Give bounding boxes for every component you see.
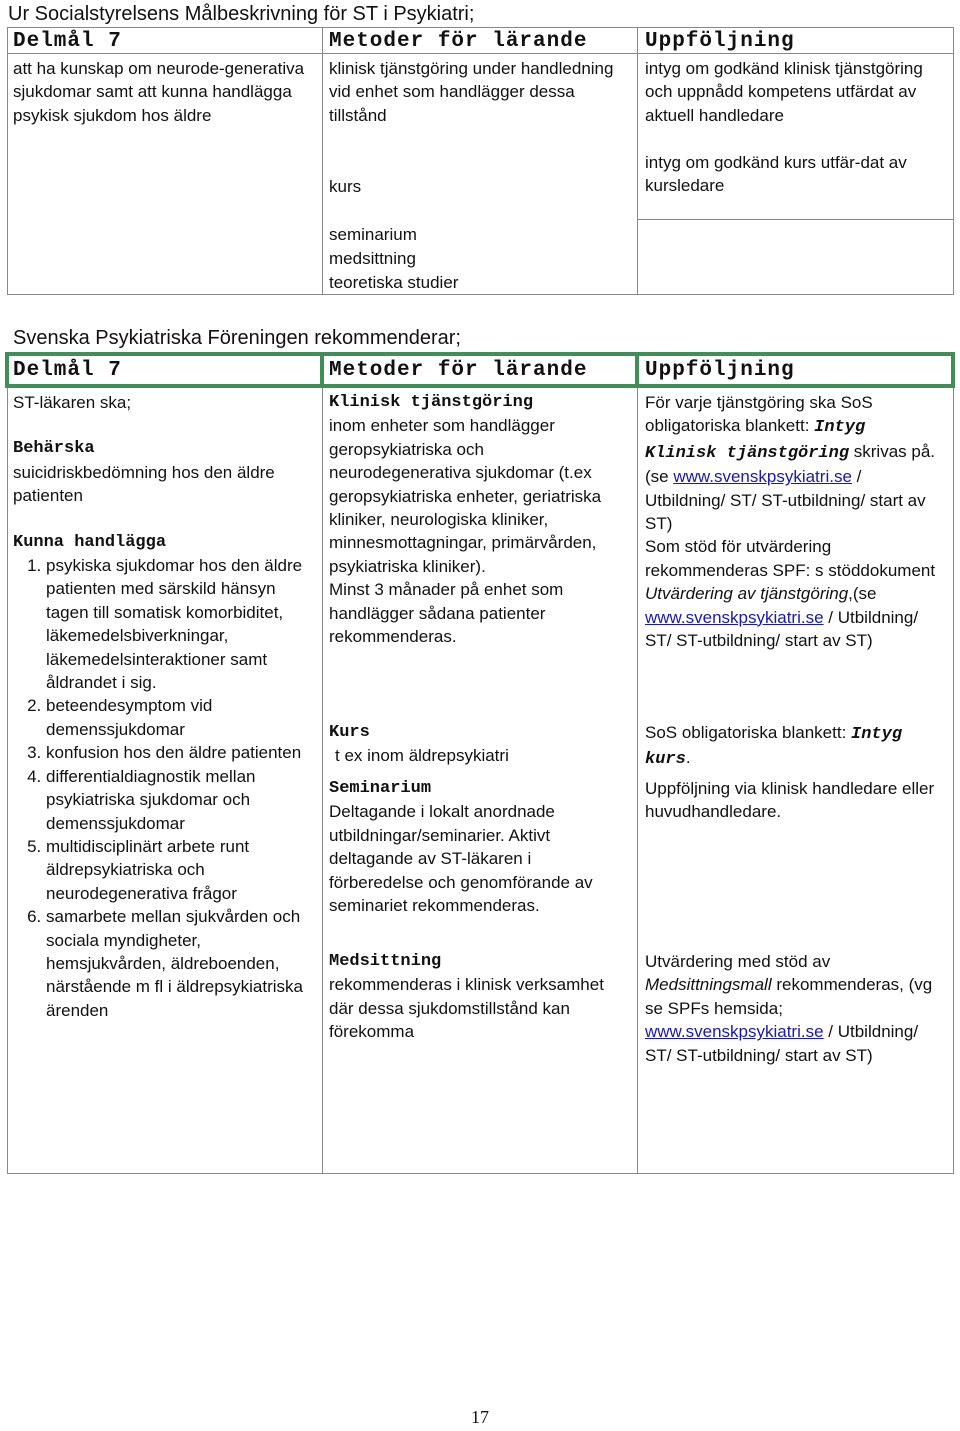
- course-heading: Kurs: [329, 723, 370, 742]
- followup-clinical-block: [645, 391, 945, 652]
- header-goal-2: Delmål 7: [13, 359, 122, 382]
- goal-text: att ha kunskap om neurode-generativa sjukdomar samt att kunna handlägga psykisk sjukdom hos äldre: [13, 59, 305, 125]
- methods-clinical-block: [329, 391, 627, 648]
- svenskpsykiatri-link[interactable]: www.svenskpsykiatri.se: [645, 607, 824, 627]
- followup-text: Utvärdering med stöd av: [645, 952, 831, 971]
- followup-course: intyg om godkänd kurs utfär-dat av kursledare: [645, 153, 907, 196]
- method-course: kurs: [329, 177, 362, 196]
- followup-text: För varje tjänstgöring ska SoS obligatoriska blankett:: [645, 393, 873, 436]
- method-seminar: seminarium: [329, 225, 417, 244]
- header-methods-2: Metoder för lärande: [329, 359, 588, 382]
- followup-clinical: intyg om godkänd klinisk tjänstgöring och uppnådd kompetens utfärdat av aktuell handledare: [645, 59, 923, 125]
- document-name: Medsittningsmall: [645, 975, 772, 995]
- header-followup-2: Uppföljning: [645, 359, 795, 382]
- header-methods: Metoder för lärande: [329, 30, 588, 53]
- followup-text: / Utbildning/ ST/ ST-utbildning/ start av ST): [645, 1022, 919, 1065]
- document-name: Utvärdering av tjänstgöring: [645, 584, 849, 604]
- master-text: suicidriskbedömning hos den äldre patienten: [13, 462, 275, 506]
- list-item: 1. psykiska sjukdomar hos den äldre patienten med särskild hänsyn tagen till somatisk komorbiditet, läkemedelsbiverkningar, läkemedelsinteraktioner samt åldrandet i sig.: [46, 554, 311, 694]
- header-followup: Uppföljning: [645, 30, 795, 53]
- handle-heading: Kunna handlägga: [13, 532, 167, 552]
- page-number: 17: [471, 1407, 489, 1427]
- list-item: 3. konfusion hos den äldre patienten: [46, 741, 311, 764]
- methods-course-block: [329, 721, 627, 768]
- form-name: Intyg kurs: [645, 725, 903, 770]
- followup-text: SoS obligatoriska blankett:: [645, 723, 852, 742]
- followup-text: rekommenderas, (vg se SPFs hemsida;: [645, 975, 933, 1018]
- course-text: t ex inom äldrepsykiatri: [335, 746, 509, 766]
- svenskpsykiatri-link[interactable]: www.svenskpsykiatri.se: [645, 1022, 824, 1042]
- followup-text: / Utbildning/ ST/ ST-utbildning/ start av ST): [645, 607, 919, 651]
- clinical-heading: Klinisk tjänstgöring: [329, 393, 534, 412]
- followup-text: skrivas på.: [849, 441, 936, 461]
- followup-text: / Utbildning/ ST/ ST-utbildning/ start av ST): [645, 467, 926, 534]
- followup-text: ,(se: [848, 584, 877, 604]
- header-goal: Delmål 7: [13, 30, 122, 53]
- followup-text: (se: [645, 467, 674, 487]
- followup-sitting-block: [645, 950, 945, 1067]
- list-item: 5. multidisciplinärt arbete runt äldrepsykiatriska och neurodegenerativa frågor: [46, 835, 311, 905]
- svenskpsykiatri-link[interactable]: www.svenskpsykiatri.se: [673, 467, 852, 487]
- form-name: Intyg Klinisk tjänstgöring: [645, 418, 866, 463]
- method-theory: teoretiska studier: [329, 273, 459, 292]
- clinical-text-2: Minst 3 månader på enhet som handlägger sådana patienter rekommenderas.: [329, 580, 564, 647]
- sitting-text: rekommenderas i klinisk verksamhet där dessa sjukdomstillstånd kan förekomma: [329, 975, 604, 1042]
- seminar-text: Deltagande i lokalt anordnade utbildningar/seminarier. Aktivt deltagande av ST-läkaren i förberedelse och genomförande av seminariet rekommenderas.: [329, 802, 593, 916]
- list-item: 6. samarbete mellan sjukvården och sociala myndigheter, hemsjukvården, äldreboenden, närstående m fl i äldrepsykiatriska ärenden: [46, 905, 311, 1022]
- master-heading: Behärska: [13, 439, 95, 459]
- methods-sitting-block: [329, 950, 627, 1044]
- method-sitting: medsittning: [329, 249, 416, 268]
- followup-text: Som stöd för utvärdering rekommenderas SPF: s stöddokument: [645, 537, 936, 580]
- section-title-socialstyrelsen: Ur Socialstyrelsens Målbeskrivning för ST i Psykiatri;: [8, 3, 475, 25]
- sitting-heading: Medsittning: [329, 952, 442, 971]
- followup-seminar-block: Uppföljning via klinisk handledare eller huvudhandledare.: [645, 779, 935, 822]
- method-clinical: klinisk tjänstgöring under handledning vid enhet som handlägger dessa tillstånd: [329, 59, 614, 125]
- clinical-text: inom enheter som handlägger geropsykiatriska och neurodegenerativa sjukdomar (t.ex geropsykiatriska enheter, geriatriska kliniker, neurologiska kliniker, minnesmottagningar, primärvården, psykiatriska kliniker).: [329, 416, 602, 576]
- seminar-heading: Seminarium: [329, 779, 432, 798]
- goals-column: [13, 391, 311, 1022]
- followup-course-block: [645, 721, 945, 772]
- methods-seminar-block: [329, 777, 627, 917]
- handle-list: [13, 554, 311, 1022]
- list-item: 2. beteendesymptom vid demenssjukdomar: [46, 694, 311, 741]
- list-item: 4. differentialdiagnostik mellan psykiatriska sjukdomar och demenssjukdomar: [46, 765, 311, 835]
- goals-intro: ST-läkaren ska;: [13, 393, 132, 412]
- followup-text: .: [685, 748, 691, 768]
- section-title-spf: Svenska Psykiatriska Föreningen rekommenderar;: [13, 327, 461, 349]
